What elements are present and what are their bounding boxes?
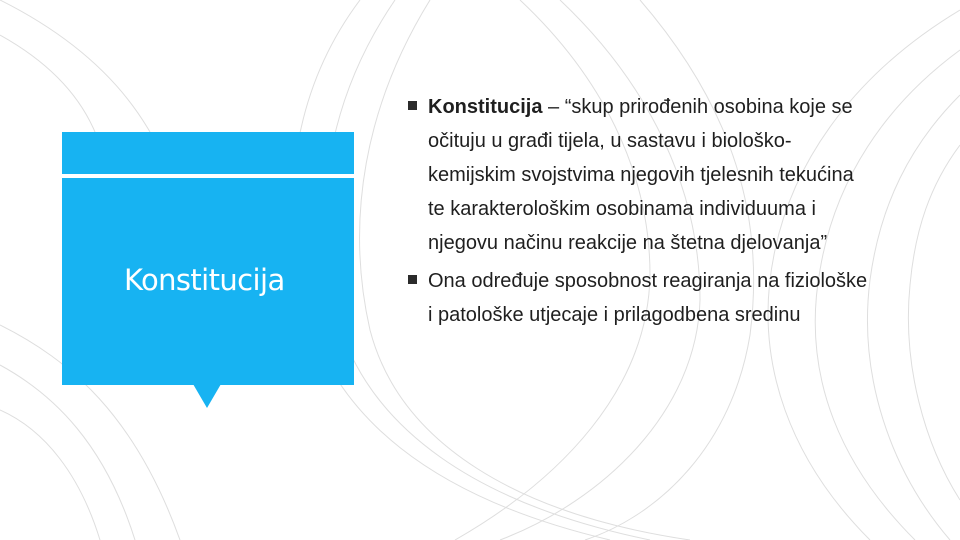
bullet-item bbox=[408, 90, 873, 260]
background-arc-10 bbox=[908, 145, 960, 500]
content-bullet-list bbox=[408, 90, 873, 336]
background-arc-13 bbox=[0, 410, 100, 540]
bullet-text: Ona određuje sposobnost reagiranja na fiziološke i patološke utjecaje i prilagodbena sredinu bbox=[428, 270, 868, 326]
bullet-strong-text: Konstitucija bbox=[428, 96, 543, 118]
bullet-text: – “skup prirođenih osobina koje se očituju u građi tijela, u sastavu i biološko-kemijskim svojstvima njegovih tjelesnih tekućina te karakterološkim osobinama individuuma i njegovu načinu reakcije na štetna djelovanja” bbox=[428, 96, 854, 254]
background-arc-9 bbox=[868, 95, 960, 540]
square-bullet-icon bbox=[408, 275, 417, 284]
title-panel-pointer bbox=[193, 384, 221, 408]
background-arc-15 bbox=[0, 35, 95, 132]
square-bullet-icon bbox=[408, 101, 417, 110]
title-panel-top-band bbox=[62, 132, 354, 174]
background-arc-12 bbox=[0, 365, 135, 540]
bullet-item bbox=[408, 264, 873, 332]
slide-title: Konstitucija bbox=[124, 263, 285, 297]
background-arc-14 bbox=[0, 0, 150, 132]
